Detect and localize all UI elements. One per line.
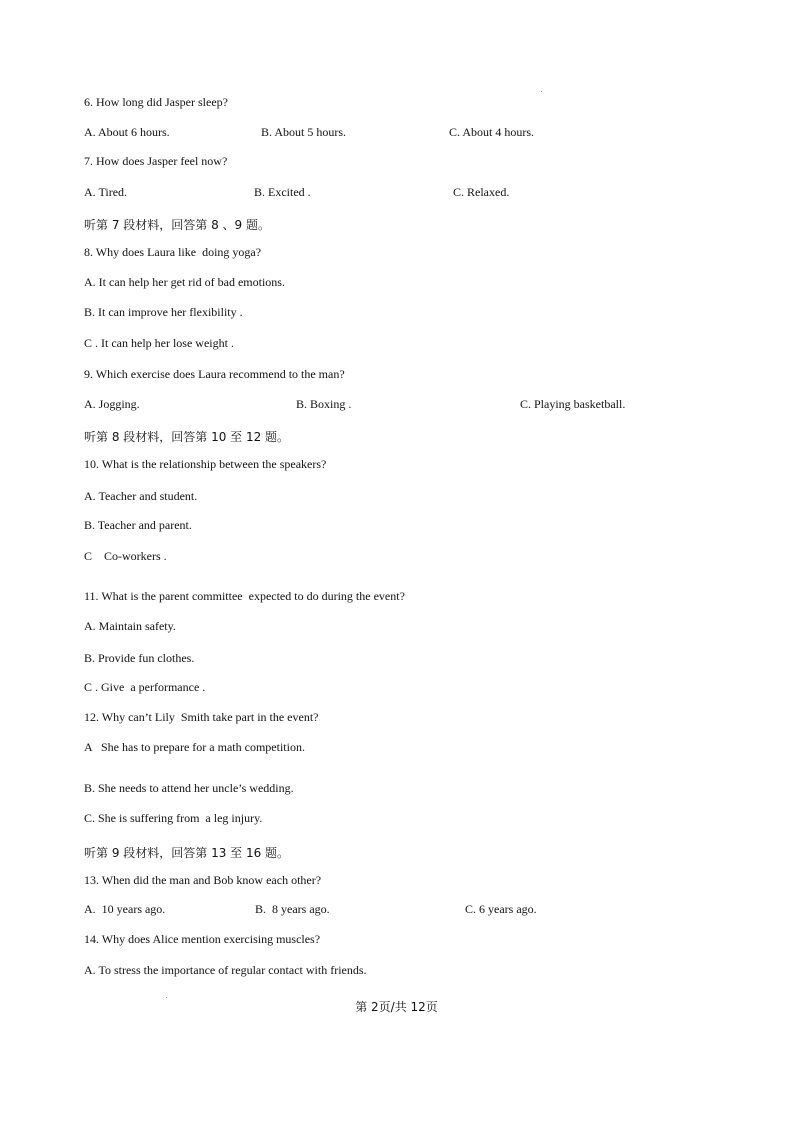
stray-mark	[541, 91, 542, 92]
q11-option-b: B. Provide fun clothes.	[84, 651, 195, 665]
q6-option-c: C. About 4 hours.	[449, 125, 535, 139]
question-12: 12. Why can’t Lily Smith take part in the event?	[84, 710, 319, 724]
section-heading-9: 听第 9 段材料，回答第 13 至 16 题。	[84, 846, 290, 860]
q7-option-b: B. Excited .	[254, 185, 311, 199]
q9-option-c: C. Playing basketball.	[520, 397, 626, 411]
q7-option-a: A. Tired.	[84, 185, 128, 199]
q11-option-a: A. Maintain safety.	[84, 619, 176, 633]
q8-option-a: A. It can help her get rid of bad emotions.	[84, 275, 285, 289]
q10-option-b: B. Teacher and parent.	[84, 518, 192, 532]
question-7: 7. How does Jasper feel now?	[84, 154, 228, 168]
section-heading-7: 听第 7 段材料，回答第 8 、9 题。	[84, 218, 270, 232]
q9-option-b: B. Boxing .	[296, 397, 352, 411]
q6-option-a: A. About 6 hours.	[84, 125, 170, 139]
question-14: 14. Why does Alice mention exercising muscles?	[84, 932, 321, 946]
q11-option-c: C . Give a performance .	[84, 680, 206, 694]
q10-option-c: C Co-workers .	[84, 549, 167, 563]
q13-option-b: B. 8 years ago.	[255, 902, 330, 916]
page-footer: 第 2页/共 12页	[355, 1000, 438, 1014]
question-10: 10. What is the relationship between the speakers?	[84, 457, 327, 471]
q7-option-c: C. Relaxed.	[453, 185, 510, 199]
question-6: 6. How long did Jasper sleep?	[84, 95, 228, 109]
q13-option-c: C. 6 years ago.	[465, 902, 537, 916]
q13-option-a: A. 10 years ago.	[84, 902, 166, 916]
q14-option-a: A. To stress the importance of regular contact with friends.	[84, 963, 367, 977]
q12-option-b: B. She needs to attend her uncle’s wedding.	[84, 781, 294, 795]
q8-option-c: C . It can help her lose weight .	[84, 336, 234, 350]
question-11: 11. What is the parent committee expected to do during the event?	[84, 589, 405, 603]
q9-option-a: A. Jogging.	[84, 397, 140, 411]
q12-option-c: C. She is suffering from a leg injury.	[84, 811, 263, 825]
section-heading-8: 听第 8 段材料，回答第 10 至 12 题。	[84, 430, 290, 444]
q8-option-b: B. It can improve her flexibility .	[84, 305, 243, 319]
q10-option-a: A. Teacher and student.	[84, 489, 198, 503]
q12-option-a: A She has to prepare for a math competition.	[84, 740, 305, 754]
q6-option-b: B. About 5 hours.	[261, 125, 347, 139]
question-8: 8. Why does Laura like doing yoga?	[84, 245, 262, 259]
question-9: 9. Which exercise does Laura recommend to the man?	[84, 367, 345, 381]
question-13: 13. When did the man and Bob know each other?	[84, 873, 322, 887]
